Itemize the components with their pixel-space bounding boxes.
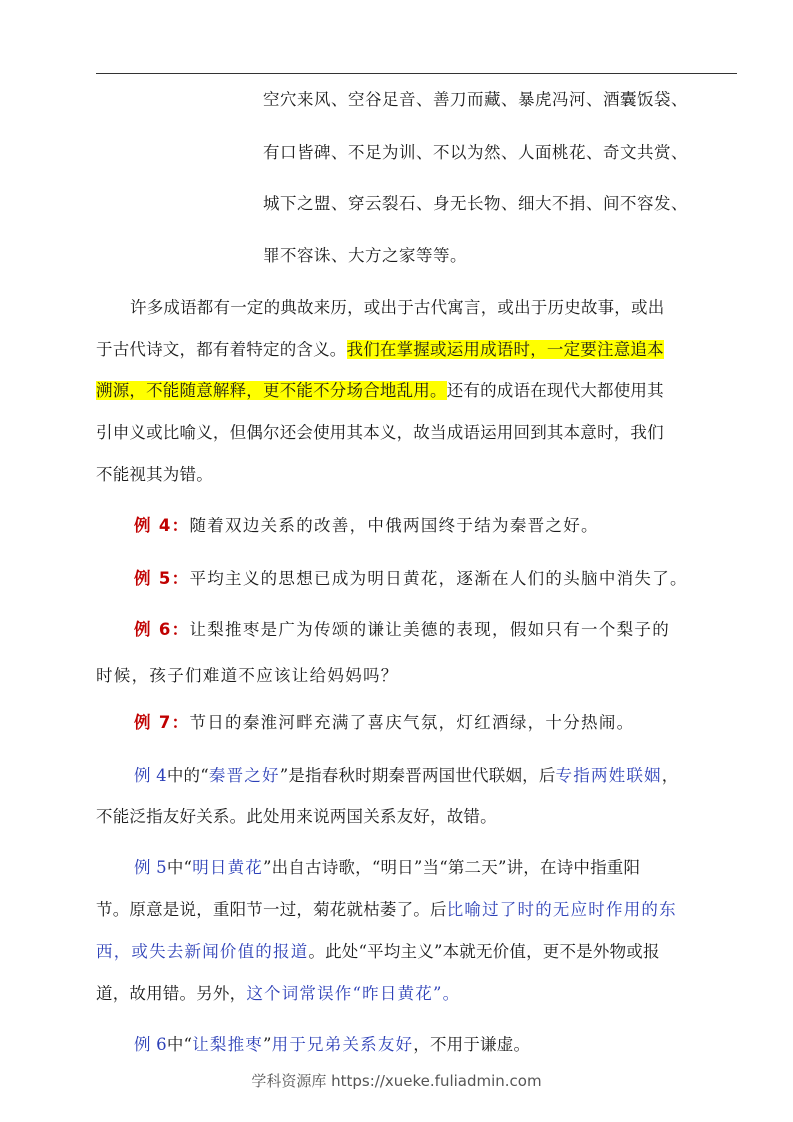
- highlighted-text: 溯源，不能随意解释，更不能不分场合地乱用。: [96, 381, 447, 400]
- idiom-term: 明日黄花: [192, 858, 263, 877]
- example-label: 例 4：: [134, 516, 190, 535]
- intro-text: 还有的成语在现代大都使用其: [446, 381, 664, 400]
- idiom-list-line: 罪不容诛、大方之家等等。: [263, 246, 467, 265]
- note-6: [134, 1031, 779, 1055]
- example-6: [134, 616, 670, 640]
- emphasis-text: 西，或失去新闻价值的报道: [96, 942, 309, 961]
- note-text: 。此处“平均主义”本就无价值，更不是外物或报: [308, 942, 660, 961]
- note-text: 中“: [166, 858, 193, 877]
- example-6-continued: 时候，孩子们难道不应该让给妈妈吗？: [96, 666, 399, 685]
- intro-line: 不能视其为错。: [96, 465, 213, 484]
- emphasis-text: 比喻过了时的无应时作用的东: [446, 900, 677, 919]
- highlighted-text: 我们在掌握或运用成语时，一定要注意追本: [346, 340, 664, 359]
- emphasis-text: 这个词常误作“昨日黄花”。: [246, 984, 461, 1003]
- example-ref: 例 6: [134, 1035, 167, 1054]
- note-text: 中“: [166, 1035, 193, 1054]
- intro-line: 许多成语都有一定的典故来历，或出于古代寓言，或出于历史故事，或出: [130, 298, 665, 317]
- idiom-term: 让梨推枣: [192, 1035, 263, 1054]
- example-text: 节日的秦淮河畔充满了喜庆气氛，灯红酒绿，十分热闹。: [189, 713, 635, 732]
- footer-watermark: 学科资源库 https://xueke.fuliadmin.com: [251, 1072, 542, 1090]
- example-ref: 例 5: [134, 858, 167, 877]
- header-rule: [96, 73, 737, 74]
- example-4: [134, 512, 599, 536]
- idiom-list-line: 城下之盟、穿云裂石、身无长物、细大不捐、间不容发、: [263, 194, 688, 213]
- example-text: 让梨推枣是广为传颂的谦让美德的表现，假如只有一个梨子的: [189, 620, 671, 639]
- intro-line: [96, 377, 741, 401]
- example-label: 例 5：: [134, 569, 190, 588]
- intro-text: 于古代诗文，都有着特定的含义。: [96, 340, 347, 359]
- emphasis-text: 专指两姓联姻: [555, 766, 662, 785]
- idiom-list-line: 有口皆碑、不足为训、不以为然、人面桃花、奇文共赏、: [263, 143, 688, 162]
- note-4: [134, 762, 779, 786]
- intro-line: 引申义或比喻义，但偶尔还会使用其本义，故当成语运用回到其本意时，我们: [96, 423, 664, 442]
- example-text: 随着双边关系的改善，中俄两国终于结为秦晋之好。: [189, 516, 599, 535]
- note-text: 中的“: [166, 766, 209, 785]
- example-label: 例 6：: [134, 620, 190, 639]
- example-7: [134, 709, 634, 733]
- example-label: 例 7：: [134, 713, 190, 732]
- note-text: ”: [263, 1035, 272, 1054]
- emphasis-text: 用于兄弟关系友好: [271, 1035, 414, 1054]
- example-ref: 例 4: [134, 766, 167, 785]
- note-text: 节。原意是说，重阳节一过，菊花就枯萎了。后: [96, 900, 447, 919]
- note-text: 道，故用错。另外，: [96, 984, 247, 1003]
- intro-line: [96, 336, 741, 360]
- note-text: ”出自古诗歌，“明日”当“第二天”讲，在诗中指重阳: [263, 858, 641, 877]
- example-text: 平均主义的思想已成为明日黄花，逐渐在人们的头脑中消失了。: [189, 569, 688, 588]
- note-5-line4: [96, 980, 741, 1004]
- note-5-line2: [96, 896, 741, 920]
- note-text: ”是指春秋时期秦晋两国世代联姻，后: [279, 766, 556, 785]
- note-5-line3: [96, 938, 741, 962]
- note-5: [134, 854, 779, 878]
- idiom-term: 秦晋之好: [208, 766, 280, 785]
- note-text: ，不用于谦虚。: [413, 1035, 531, 1054]
- example-5: [134, 565, 688, 589]
- idiom-list-line: 空穴来风、空谷足音、善刀而藏、暴虎冯河、酒囊饭袋、: [263, 90, 688, 109]
- note-4-line2: 不能泛指友好关系。此处用来说两国关系友好，故错。: [96, 807, 497, 826]
- note-text: ，: [661, 766, 679, 785]
